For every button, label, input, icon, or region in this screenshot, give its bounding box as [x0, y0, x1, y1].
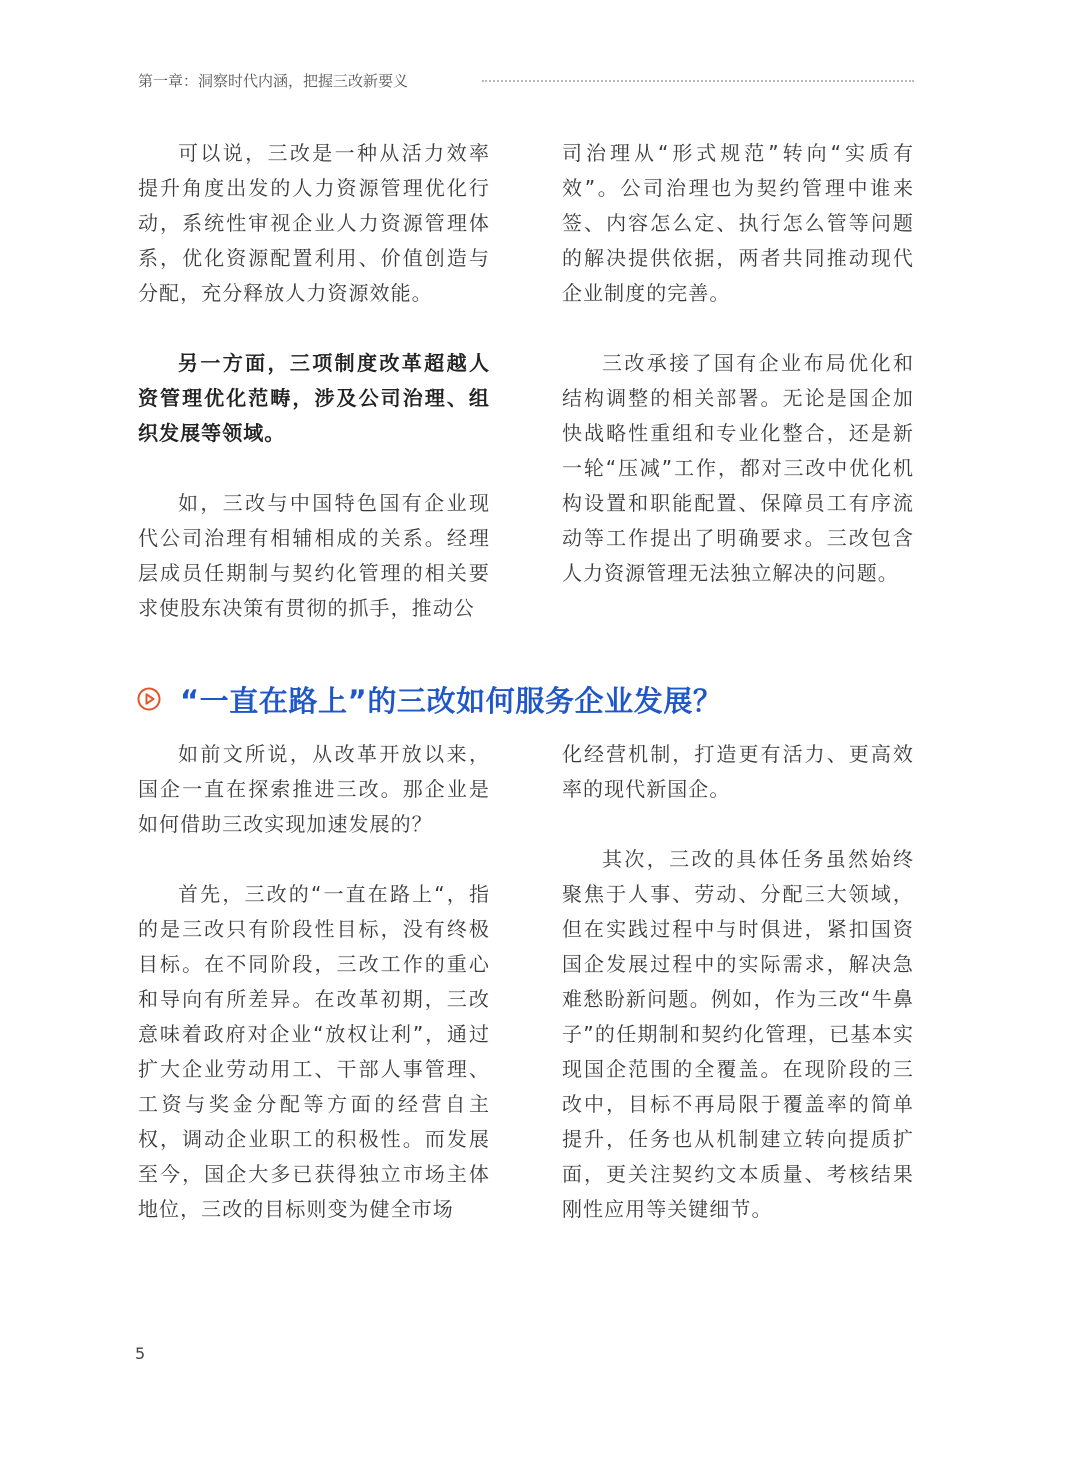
section-title: “一直在路上”的三改如何服务企业发展？: [180, 683, 723, 718]
paragraph: 化经营机制，打造更有活力、更高效率的现代新国企。: [562, 742, 914, 801]
header-divider: [482, 80, 914, 82]
page-header: [138, 66, 914, 94]
paragraph: 司治理从“形式规范”转向“实质有效”。公司治理也为契约管理中谁来签、内容怎么定、执行怎么管等问题的解决提供依据，两者共同推动现代企业制度的完善。: [562, 141, 914, 305]
bottom-left-column: [138, 737, 490, 1227]
chapter-title: 第一章：洞察时代内涵，把握三改新要义: [138, 71, 409, 90]
paragraph: 如，三改与中国特色国有企业现代公司治理有相辅相成的关系。经理层成员任期制与契约化管理的相关要求使股东决策有贯彻的抓手，推动公: [138, 491, 490, 620]
bold-paragraph: 另一方面，三项制度改革超越人资管理优化范畴，涉及公司治理、组织发展等领域。: [138, 351, 490, 445]
paragraph: 三改承接了国有企业布局优化和结构调整的相关部署。无论是国企加快战略性重组和专业化整合，还是新一轮“压减”工作，都对三改中优化机构设置和职能配置、保障员工有序流动等工作提出了明确要求。三改包含人力资源管理无法独立解决的问题。: [562, 351, 914, 585]
paragraph: 其次，三改的具体任务虽然始终聚焦于人事、劳动、分配三大领域，但在实践过程中与时俱进，紧扣国资国企发展过程中的实际需求，解决急难愁盼新问题。例如，作为三改“牛鼻子”的任期制和契约化管理，已基本实现国企范围的全覆盖。在现阶段的三改中，目标不再局限于覆盖率的简单提升，任务也从机制建立转向提质扩面，更关注契约文本质量、考核结果刚性应用等关键细节。: [562, 847, 914, 1221]
play-circle-icon: [136, 686, 162, 712]
paragraph: 如前文所说，从改革开放以来，国企一直在探索推进三改。那企业是如何借助三改实现加速发展的？: [138, 742, 490, 836]
bottom-right-column: [562, 737, 914, 1227]
top-left-column: [138, 136, 490, 626]
paragraph: 可以说，三改是一种从活力效率提升角度出发的人力资源管理优化行动，系统性审视企业人力资源管理体系，优化资源配置利用、价值创造与分配，充分释放人力资源效能。: [138, 141, 490, 305]
paragraph: 首先，三改的“一直在路上“，指的是三改只有阶段性目标，没有终极目标。在不同阶段，三改工作的重心和导向有所差异。在改革初期，三改意味着政府对企业“放权让利”，通过扩大企业劳动用工、干部人事管理、工资与奖金分配等方面的经营自主权，调动企业职工的积极性。而发展至今，国企大多已获得独立市场主体地位，三改的目标则变为健全市场: [138, 882, 490, 1221]
top-right-column: [562, 136, 914, 591]
section-heading: [136, 676, 723, 722]
page-number: 5: [135, 1344, 146, 1363]
